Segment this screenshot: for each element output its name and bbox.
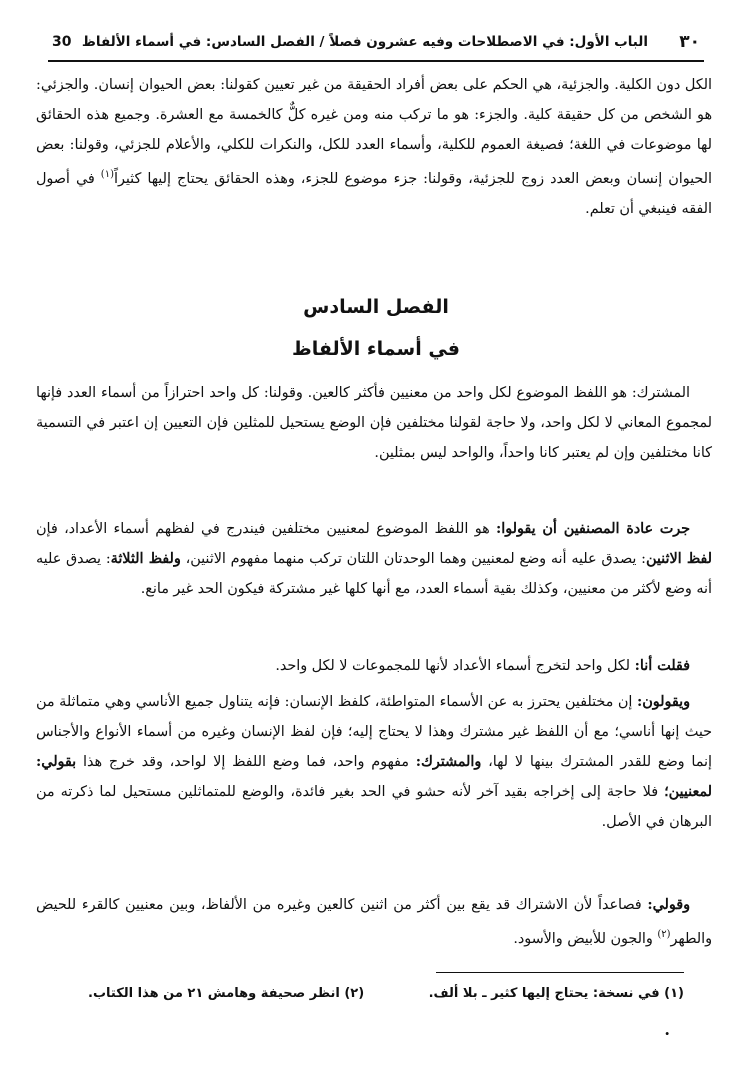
paragraph-definition-text: المشترك: هو اللفظ الموضوع لكل واحد من معنيين فأكثر كالعين. وقولنا: كل واحد احترازاً من أسماء العدد فإنها لمجموع المعاني لا لكل واحد، ولا حاجة لقولنا مختلفين فإن الوضع يستحيل للمثلين فإن التعيين إن اعتبر في التسمية كانا مختلفين وإن لم يعتبر كانا واحداً، والواحد ليس بمثلين. xyxy=(36,385,712,461)
intro-tail: في أصول الفقه فينبغي أن تعلم. xyxy=(36,170,712,217)
paragraph-definition xyxy=(36,378,712,468)
paragraph-authors-custom xyxy=(36,514,712,604)
footnotes xyxy=(60,986,684,1010)
term-mushtarak: والمشترك: xyxy=(415,754,482,770)
running-header-title: الباب الأول: في الاصطلاحات وفيه عشرون فصلاً / الفصل السادس: في أسماء الألفاظ xyxy=(81,34,648,50)
page-number: 30 xyxy=(52,34,72,50)
footnote-2: (٢) انظر صحيفة وهامش ٢١ من هذا الكتاب. xyxy=(88,986,365,1001)
running-header xyxy=(48,30,704,62)
footnote-1: (١) في نسخة: يحتاج إليها كثير ـ بلا ألف. xyxy=(428,986,684,1001)
paragraph-lead: ويقولون: xyxy=(636,694,690,710)
chapter-title: الفصل السادس xyxy=(303,296,449,318)
paragraph-text: والجون للأبيض والأسود. xyxy=(513,930,658,947)
page-number-arabic: ٣٠ xyxy=(679,32,700,52)
term-two-meanings: بقولي: لمعنيين؛ xyxy=(36,754,712,800)
intro-text: الكل دون الكلية. والجزئية، هي الحكم على بعض أفراد الحقيقة من غير تعيين كقولنا: بعض الحيوان إنسان. والجزئي: هو الشخص من كل حقيقة كلية. والجزء: هو ما تركب منه ومن غيره كلٌّ كالخمسة مع العشرة. وجميع هذه الحقائق لها موضوعات في اللغة؛ فصيغة العموم للكلية، وأسماء العدد للكل، والنكرات للكلي، والأعلام للجزئي، وقولنا: بعض الحيوان إنسان وبعض العدد زوج للجزئية، وقولنا: جزء موضوع للجزء، وهذه الحقائق يحتاج إليها كثيراً xyxy=(36,77,712,187)
intro-paragraph xyxy=(36,70,712,224)
footnote-ref-2: (٢) xyxy=(657,929,671,940)
footnote-ref-1: (١) xyxy=(100,169,114,180)
paragraph-text: إن مختلفين يحترز به عن الأسماء المتواطئة، كلفظ الإنسان: فإنه يتناول جميع الأناسي وهي متماثلة من حيث إنها أناسي؛ مع أن اللفظ غير مشترك وهذا لا يحتاج إليه؛ فإن لفظ الإنسان وغيره من أسماء الأنواع والأجناس إنما وضع للقدر المشترك بينها لا لها، xyxy=(36,694,712,770)
paragraph-text: : يصدق عليه أنه وضع لمعنيين وهما الوحدتان اللتان تركب منهما مفهوم الاثنين، xyxy=(180,551,646,567)
paragraph-text: فلا حاجة إلى إخراجه بقيد آخر لأنه حشو في الحد بغير فائدة، والوضع للمتماثلين مستحيل لما ذكرته من البرهان في الأصل. xyxy=(36,784,712,830)
paragraph-text: لكل واحد لتخرج أسماء الأعداد لأنها للمجموعات لا لكل واحد. xyxy=(275,658,635,674)
paragraph-my-saying xyxy=(36,890,712,954)
paragraph-text: هو اللفظ الموضوع لمعنيين مختلفين فيندرج في لفظهم أسماء الأعداد، فإن xyxy=(36,521,497,537)
paragraph-lead: فقلت أنا: xyxy=(634,658,690,674)
term-two: لفظ الاثنين xyxy=(645,551,713,567)
paragraph-lead: جرت عادة المصنفين أن يقولوا: xyxy=(496,521,690,537)
paragraph-text: مفهوم واحد، فما وضع اللفظ إلا لواحد، وقد خرج هذا xyxy=(76,754,416,770)
chapter-subtitle: في أسماء الألفاظ xyxy=(291,338,460,360)
paragraph-text: : يصدق عليه أنه وضع لأكثر من معنيين، وكذلك بقية أسماء العدد، مع أنها كلها غير مشتركة فيكون الحد غير مانع. xyxy=(36,551,712,597)
paragraph-text: فصاعداً لأن الاشتراك قد يقع بين أكثر من اثنين كالعين وغيره من الألفاظ، وبين معنيين كالقرء للحيض والطهر xyxy=(36,897,712,947)
end-mark: . xyxy=(664,1020,670,1039)
term-three: ولفظ الثلاثة xyxy=(110,551,181,567)
paragraph-i-said xyxy=(36,651,712,681)
paragraph-they-say xyxy=(36,687,712,837)
paragraph-lead: وقولي: xyxy=(647,897,690,913)
footnote-divider xyxy=(436,972,684,973)
